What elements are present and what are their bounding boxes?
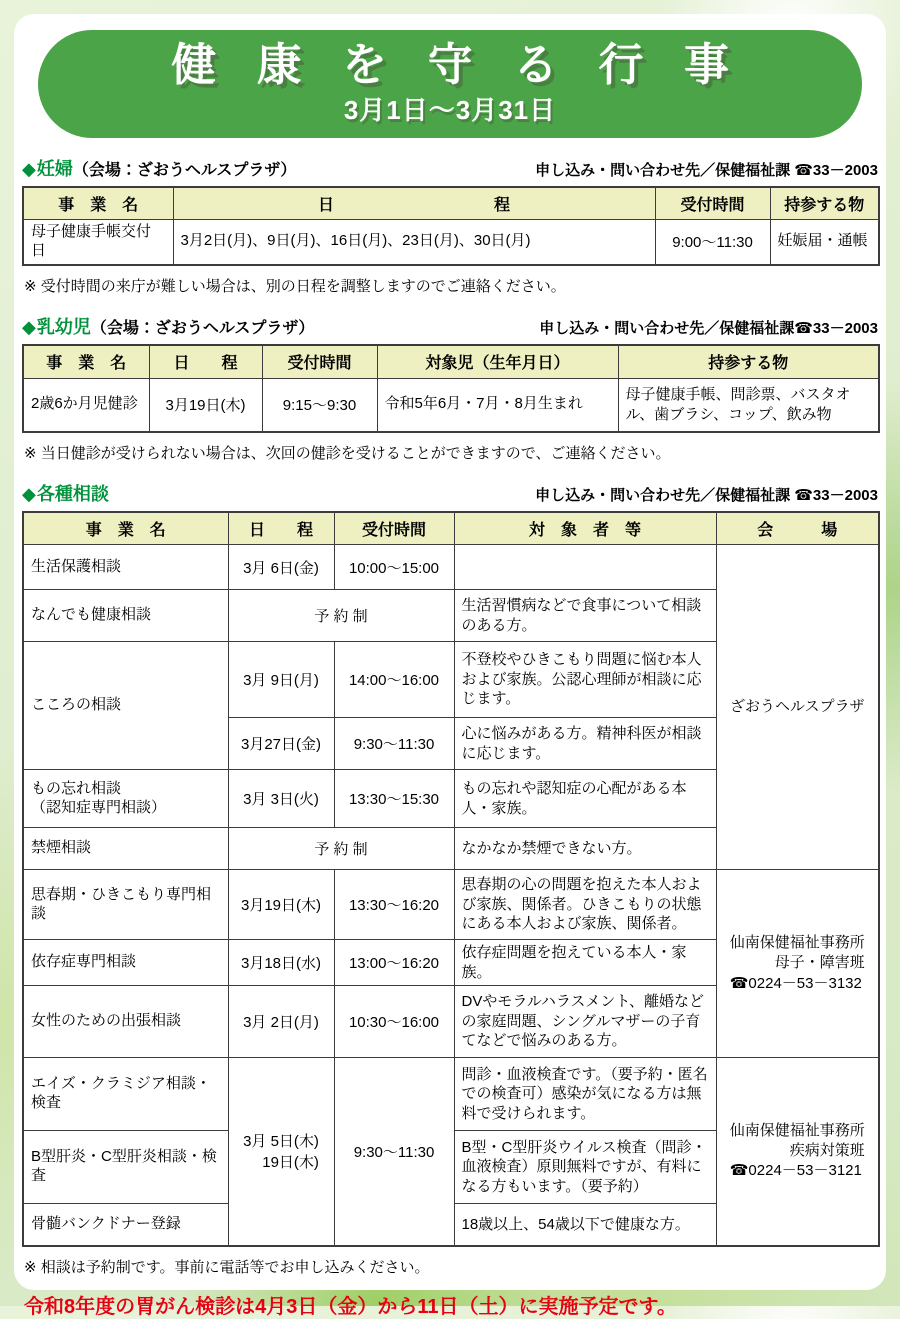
col-header-reception: 受付時間	[262, 345, 377, 379]
venue-cell	[716, 870, 879, 1058]
table-row	[23, 870, 879, 940]
venue-office: 仙南保健福祉事務所	[729, 1121, 865, 1139]
program-date: 3月 6日(金)	[228, 545, 334, 590]
table-row	[23, 1058, 879, 1131]
program-dates: 3月2日(月)、9日(月)、16日(月)、23日(月)、30日(月)	[173, 220, 655, 265]
program-name	[23, 770, 228, 828]
dates-block	[243, 1130, 319, 1172]
program-target: 依存症問題を抱えている本人・家族。	[454, 940, 716, 986]
reservation-note: 予 約 制	[228, 590, 454, 642]
program-target: なかなか禁煙できない方。	[454, 828, 716, 870]
table-header-row	[23, 512, 879, 545]
col-header-schedule: 日 程	[173, 187, 655, 220]
program-name: 依存症専門相談	[23, 940, 228, 986]
col-header-target: 対 象 者 等	[454, 512, 716, 545]
program-target: 生活習慣病などで食事について相談のある方。	[454, 590, 716, 642]
program-target: 不登校やひきこもり問題に悩む本人および家族。公認心理師が相談に応じます。	[454, 642, 716, 718]
section-diamond-icon: ◆	[22, 316, 36, 337]
program-target: 令和5年6月・7月・8月生まれ	[377, 379, 618, 432]
section-venue-note: （会場：ざおうヘルスプラザ）	[90, 319, 315, 337]
stomach-cancer-screening-notice: 令和8年度の胃がん検診は4月3日（金）から11日（土）に実施予定です。	[24, 1295, 677, 1318]
program-date: 3月 3日(火)	[228, 770, 334, 828]
table-row	[23, 220, 879, 265]
col-header-bring: 持参する物	[770, 187, 879, 220]
program-time: 13:30～15:30	[334, 770, 454, 828]
section-label: 乳幼児	[36, 316, 91, 337]
col-header-schedule: 日 程	[149, 345, 262, 379]
col-header-program: 事 業 名	[23, 512, 228, 545]
program-name: 禁煙相談	[23, 828, 228, 870]
contact-info: 申し込み・問い合わせ先／保健福祉課 ☎33－2003	[535, 162, 878, 179]
contact-info: 申し込み・問い合わせ先／保健福祉課☎33－2003	[539, 319, 878, 337]
date-range: 3月1日～3月31日	[343, 95, 557, 126]
venue-cell	[716, 1058, 879, 1246]
program-time: 10:30～16:00	[334, 986, 454, 1058]
section-venue-note: （会場：ざおうヘルスプラザ）	[72, 162, 297, 179]
program-time: 14:00～16:00	[334, 642, 454, 718]
section-diamond-icon: ◆	[22, 483, 36, 504]
program-time: 9:30～11:30	[334, 1058, 454, 1246]
table-row	[23, 379, 879, 432]
section-infant-title	[22, 313, 314, 339]
section-pregnant-header	[22, 155, 878, 181]
program-time: 9:00～11:30	[655, 220, 770, 265]
flyer-content	[22, 155, 878, 1319]
table-row	[23, 545, 879, 590]
program-date: 3月 2日(月)	[228, 986, 334, 1058]
program-name: 思春期・ひきこもり専門相談	[23, 870, 228, 940]
program-bring: 妊娠届・通帳	[770, 220, 879, 265]
venue-block	[730, 1121, 865, 1182]
col-header-reception: 受付時間	[655, 187, 770, 220]
section-pregnant-title	[22, 155, 296, 181]
consult-note: ※ 相談は予約制です。事前に電話等でお申し込みください。	[24, 1258, 430, 1276]
program-target: B型・C型肝炎ウイルス検査（問診・血液検査）原則無料ですが、有料になる方もいます。（要予約）	[454, 1131, 716, 1204]
program-date-line1: 3月 5日(木)	[243, 1133, 319, 1151]
venue-office: 仙南保健福祉事務所	[729, 934, 865, 952]
section-label: 各種相談	[36, 483, 109, 504]
col-header-reception: 受付時間	[334, 512, 454, 545]
title-banner	[38, 30, 862, 138]
col-header-venue: 会 場	[716, 512, 879, 545]
col-header-program: 事 業 名	[23, 187, 173, 220]
program-bring: 母子健康手帳、問診票、バスタオル、歯ブラシ、コップ、飲み物	[618, 379, 879, 432]
program-name: エイズ・クラミジア相談・検査	[23, 1058, 228, 1131]
program-date: 3月27日(金)	[228, 718, 334, 770]
program-date: 3月19日(木)	[149, 379, 262, 432]
section-consult-title	[22, 480, 109, 506]
table-header-row	[23, 187, 879, 220]
venue-division: 母子・障害班	[774, 954, 865, 972]
program-time: 13:30～16:20	[334, 870, 454, 940]
program-target: 心に悩みがある方。精神科医が相談に応じます。	[454, 718, 716, 770]
section-diamond-icon: ◆	[22, 159, 36, 179]
consultations-table	[22, 511, 880, 1247]
program-time: 9:15～9:30	[262, 379, 377, 432]
venue-phone: ☎0224－53－3132	[729, 974, 862, 992]
program-target: DVやモラルハラスメント、離婚などの家庭問題、シングルマザーの子育てなどで悩みのある方。	[454, 986, 716, 1058]
program-target: 18歳以上、54歳以下で健康な方。	[454, 1204, 716, 1246]
program-name: B型肝炎・C型肝炎相談・検査	[23, 1131, 228, 1204]
program-name: なんでも健康相談	[23, 590, 228, 642]
pregnant-note: ※ 受付時間の来庁が難しい場合は、別の日程を調整しますのでご連絡ください。	[24, 277, 566, 295]
program-name: 女性のための出張相談	[23, 986, 228, 1058]
section-consult-header	[22, 480, 878, 506]
col-header-schedule: 日 程	[228, 512, 334, 545]
infant-table	[22, 344, 880, 433]
contact-info: 申し込み・問い合わせ先／保健福祉課 ☎33－2003	[535, 486, 878, 504]
program-target: 問診・血液検査です。（要予約・匿名での検査可）感染が気になる方は無料で受けられます。	[454, 1058, 716, 1131]
program-name: 2歳6か月児健診	[23, 379, 149, 432]
program-target	[454, 545, 716, 590]
program-name: こころの相談	[23, 642, 228, 770]
program-name: 生活保護相談	[23, 545, 228, 590]
program-date-line2: 19日(木)	[262, 1154, 319, 1172]
program-time: 10:00～15:00	[334, 545, 454, 590]
program-time: 9:30～11:30	[334, 718, 454, 770]
program-target: 思春期の心の問題を抱えた本人および家族、関係者。ひきこもりの状態にある本人および家族、関係者。	[454, 870, 716, 940]
infant-note: ※ 当日健診が受けられない場合は、次回の健診を受けることができますので、ご連絡ください。	[24, 444, 671, 462]
table-header-row	[23, 345, 879, 379]
program-name: 骨髄バンクドナー登録	[23, 1204, 228, 1246]
page-title: 健 康 を 守 る 行 事	[170, 38, 743, 90]
col-header-target: 対象児（生年月日）	[377, 345, 618, 379]
program-name-line2: （認知症専門相談）	[31, 798, 167, 816]
section-label: 妊婦	[36, 159, 73, 179]
program-name: 母子健康手帳交付日	[23, 220, 173, 265]
venue-phone: ☎0224－53－3121	[729, 1162, 862, 1180]
program-name-line1: もの忘れ相談	[31, 779, 122, 797]
pregnant-table	[22, 186, 880, 266]
flyer-card	[14, 14, 886, 1318]
program-date: 3月 9日(月)	[228, 642, 334, 718]
program-target: もの忘れや認知症の心配がある本人・家族。	[454, 770, 716, 828]
program-date: 3月18日(水)	[228, 940, 334, 986]
venue-cell: ざおうヘルスプラザ	[716, 545, 879, 870]
venue-division: 疾病対策班	[789, 1142, 865, 1160]
program-date: 3月19日(木)	[228, 870, 334, 940]
program-time: 13:00～16:20	[334, 940, 454, 986]
program-date	[228, 1058, 334, 1246]
venue-block	[730, 933, 865, 994]
col-header-bring: 持参する物	[618, 345, 879, 379]
reservation-note: 予 約 制	[228, 828, 454, 870]
col-header-program: 事 業 名	[23, 345, 149, 379]
section-infant-header	[22, 313, 878, 339]
